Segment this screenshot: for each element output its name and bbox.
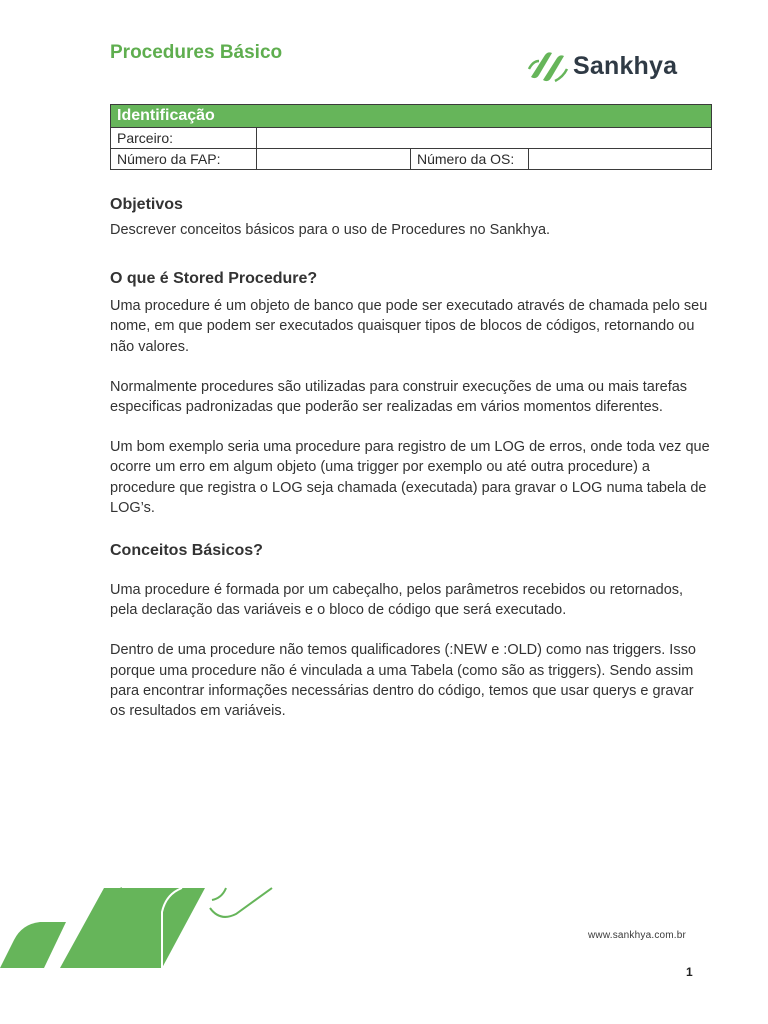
os-label: Número da OS:: [411, 149, 529, 170]
paragraph-conceitos-1: Uma procedure é formada por um cabeçalho, pelos parâmetros recebidos ou retornados, pela declaração das variáveis e o bloco de código que será executado.: [110, 582, 684, 619]
sankhya-logo: [527, 46, 697, 86]
footer-url: www.sankhya.com.br: [588, 930, 687, 941]
paragraph-stored-3: Um bom exemplo seria uma procedure para registro de um LOG de erros, onde toda vez que ocorre um erro em algum objeto (uma trigger por exemplo ou até outra procedure) a procedure que registra o LOG seja chamada (executada) para gravar o LOG numa tabela de LOG’s.: [110, 439, 710, 516]
paragraph-objetivos: Descrever conceitos básicos para o uso de Procedures no Sankhya.: [110, 222, 551, 238]
section-heading-conceitos: Conceitos Básicos?: [110, 542, 263, 560]
section-heading-objetivos: Objetivos: [110, 196, 183, 213]
page-number: 1: [686, 965, 693, 979]
sankhya-logo-icon: [527, 47, 569, 85]
paragraph-stored-2: Normalmente procedures são utilizadas para construir execuções de uma ou mais tarefas especificas padronizadas que poderão ser realizadas em vários momentos diferentes.: [110, 378, 688, 416]
fap-label: Número da FAP:: [111, 149, 257, 170]
footer-decoration: [0, 884, 280, 968]
document-body: [110, 196, 710, 741]
paragraph-conceitos-2: Dentro de uma procedure não temos qualificadores (:NEW e :OLD) como nas triggers. Isso porque uma procedure não é vinculada a uma Tabela (como são as triggers). Sendo assim para encontrar informações necessárias dentro do código, temos que usar querys e gravar os resultados em variáveis.: [110, 642, 696, 720]
os-value[interactable]: [529, 149, 712, 170]
identification-table: [110, 104, 712, 170]
partner-value[interactable]: [257, 128, 712, 149]
fap-value[interactable]: [257, 149, 411, 170]
section-heading-stored-procedure: O que é Stored Procedure?: [110, 270, 318, 288]
partner-label: Parceiro:: [111, 128, 257, 149]
logo-wordmark: Sankhya: [573, 51, 678, 80]
identification-heading: Identificação: [111, 105, 712, 128]
document-title: Procedures Básico: [110, 42, 283, 63]
paragraph-stored-1: Uma procedure é um objeto de banco que pode ser executado através de chamada pelo seu nome, em que podem ser executados quaisquer tipos de blocos de códigos, retornando ou não valores.: [110, 298, 708, 355]
